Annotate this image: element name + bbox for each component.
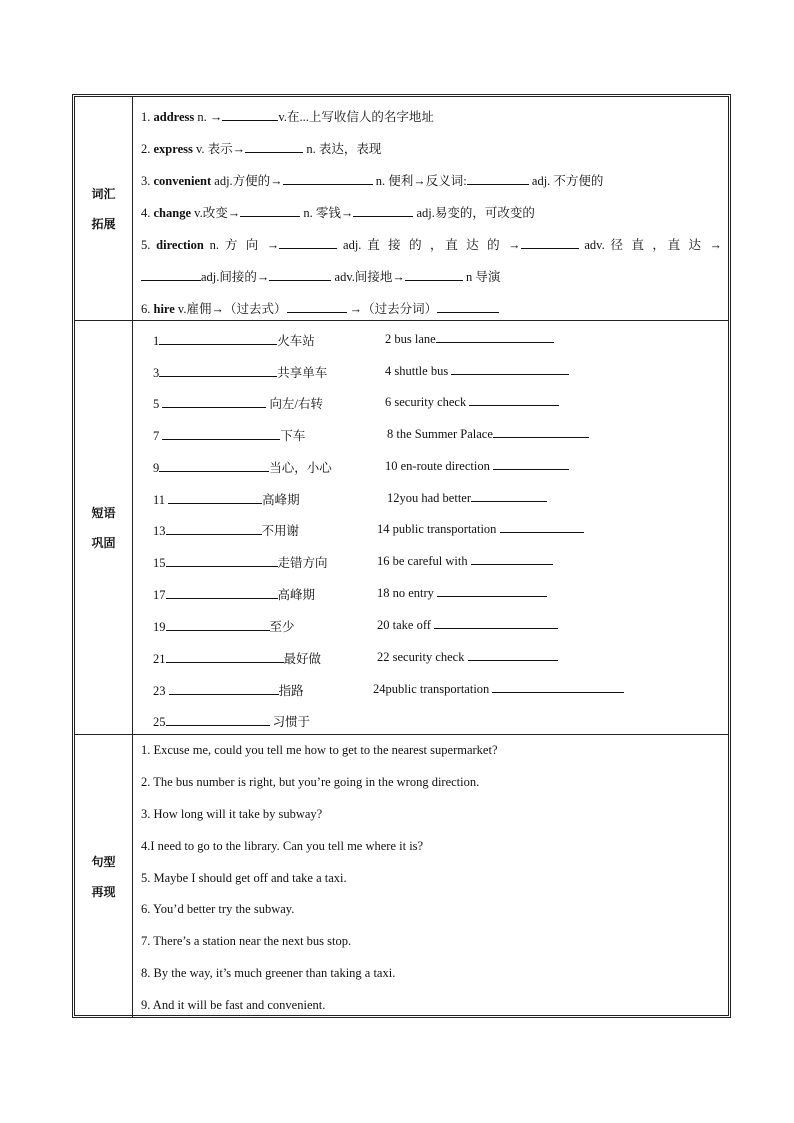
phrase-right: [385, 363, 569, 379]
phrase-right: [373, 681, 624, 697]
item-text: v.在...上写收信人的名字地址: [278, 110, 434, 124]
item-text: →（过去分词）: [346, 302, 438, 316]
answer-blank[interactable]: [492, 681, 624, 693]
phrases-label-line1: 短语: [91, 505, 116, 520]
answer-blank[interactable]: [222, 109, 278, 121]
item-text: n. 表达，表现: [303, 142, 382, 156]
phrase-left: [153, 681, 304, 699]
phrase-number: 19: [153, 620, 166, 634]
phrase-text: 24public transportation: [373, 682, 493, 696]
phrase-right: [385, 331, 554, 347]
vocab-item: [141, 139, 722, 157]
sentences-label-line2: 再现: [91, 884, 116, 899]
phrase-number: 1: [153, 334, 160, 348]
item-number: 2.: [141, 142, 151, 156]
item-text: adj. 直 接 的 ，直 达 的 →: [337, 238, 521, 252]
vocab-item: [141, 203, 722, 221]
phrase-left: [153, 585, 315, 603]
phrases-label-line2: 巩固: [91, 535, 116, 550]
phrase-number: 9: [153, 461, 160, 475]
phrase-text: 16 be careful with: [377, 554, 471, 568]
answer-blank[interactable]: [436, 331, 554, 343]
item-text: n 导演: [462, 270, 501, 284]
phrase-left: [153, 553, 328, 571]
sentence: 1. Excuse me, could you tell me how to get to the nearest supermarket?: [141, 743, 498, 757]
phrase-left: [153, 426, 305, 444]
item-text: adv. 径 直 ，直 达 →: [578, 238, 723, 252]
answer-blank[interactable]: [159, 460, 269, 472]
item-word: direction: [156, 238, 204, 252]
answer-blank[interactable]: [467, 173, 529, 185]
answer-blank[interactable]: [468, 649, 558, 661]
vocab-item: [141, 235, 722, 253]
sentence: 9. And it will be fast and convenient.: [141, 998, 326, 1012]
phrase-right: [387, 490, 547, 506]
phrase-left: [153, 331, 315, 349]
sentence: 6. You’d better try the subway.: [141, 902, 295, 916]
answer-blank[interactable]: [162, 428, 280, 440]
answer-blank[interactable]: [245, 141, 303, 153]
phrase-text: 8 the Summer Palace: [387, 427, 493, 441]
phrase-text: 火车站: [277, 334, 315, 348]
answer-blank[interactable]: [287, 301, 347, 313]
phrase-right: [377, 649, 558, 665]
phrase-left: [153, 712, 310, 730]
vocab-label: [75, 97, 133, 320]
item-word: hire: [153, 302, 175, 316]
phrase-text: 指路: [278, 684, 304, 698]
phrase-left: [153, 394, 323, 412]
phrase-number: 7: [153, 429, 160, 443]
sentences-content: [133, 735, 728, 1018]
answer-blank[interactable]: [166, 619, 270, 631]
answer-blank[interactable]: [159, 365, 277, 377]
answer-blank[interactable]: [471, 553, 553, 565]
answer-blank[interactable]: [159, 333, 277, 345]
phrase-text: 不用谢: [261, 524, 300, 538]
answer-blank[interactable]: [405, 269, 463, 281]
vocab-content: [133, 97, 728, 320]
answer-blank[interactable]: [283, 173, 373, 185]
item-text: n. 便利→反义词:: [372, 174, 467, 188]
answer-blank[interactable]: [493, 458, 569, 470]
phrase-text: 高峰期: [262, 493, 300, 507]
vocab-section: [75, 97, 728, 321]
phrase-right: [377, 585, 547, 601]
item-text: adv.间接地→: [331, 270, 405, 284]
item-word: address: [153, 110, 195, 124]
phrase-text: 至少: [269, 620, 295, 634]
sentence: 8. By the way, it’s much greener than taking a taxi.: [141, 966, 396, 980]
answer-blank[interactable]: [162, 396, 266, 408]
answer-blank[interactable]: [166, 651, 284, 663]
answer-blank[interactable]: [437, 301, 499, 313]
phrases-section: [75, 321, 728, 735]
item-text: adj.易变的，可改变的: [413, 206, 535, 220]
phrase-right: [387, 426, 589, 442]
item-text: n. →: [197, 110, 223, 124]
phrase-text: 20 take off: [377, 618, 435, 632]
item-text: n. 零钱→: [300, 206, 354, 220]
item-number: 6.: [141, 302, 151, 316]
phrase-text: 18 no entry: [377, 586, 438, 600]
item-text: v. 表示→: [195, 142, 246, 156]
item-number: 3.: [141, 174, 151, 188]
answer-blank[interactable]: [471, 490, 547, 502]
item-text: n. 方 向 →: [209, 238, 280, 252]
answer-blank[interactable]: [500, 521, 584, 533]
worksheet-table: [72, 94, 731, 1018]
answer-blank[interactable]: [166, 555, 278, 567]
item-text: adj.间接的→: [201, 270, 270, 284]
phrase-text: 10 en-route direction: [385, 459, 493, 473]
answer-blank[interactable]: [168, 492, 262, 504]
phrase-right: [385, 458, 569, 474]
vocab-label-line2: 拓展: [91, 216, 116, 231]
phrase-text: 高峰期: [277, 588, 316, 602]
answer-blank[interactable]: [269, 269, 331, 281]
vocab-label-line1: 词汇: [91, 186, 116, 201]
item-text: v.改变→: [194, 206, 241, 220]
answer-blank[interactable]: [521, 237, 579, 249]
phrase-number: 23: [153, 684, 166, 698]
answer-blank[interactable]: [279, 237, 337, 249]
phrases-content: [133, 321, 728, 734]
item-word: change: [153, 206, 191, 220]
item-number: 1.: [141, 110, 151, 124]
sentences-label: [75, 735, 133, 1018]
sentence: 7. There’s a station near the next bus stop.: [141, 934, 352, 948]
answer-blank[interactable]: [353, 205, 413, 217]
answer-blank[interactable]: [469, 394, 559, 406]
answer-blank[interactable]: [169, 683, 279, 695]
answer-blank[interactable]: [451, 363, 569, 375]
phrase-right: [385, 394, 559, 410]
answer-blank[interactable]: [166, 523, 262, 535]
phrase-text: 4 shuttle bus: [385, 364, 452, 378]
phrase-number: 5: [153, 397, 160, 411]
phrase-right: [377, 521, 584, 537]
phrase-left: [153, 458, 332, 476]
phrase-text: 当心，小心: [269, 461, 332, 475]
phrases-label: [75, 321, 133, 734]
sentences-section: [75, 735, 728, 1018]
item-text: adj. 不方便的: [528, 174, 604, 188]
phrase-number: 15: [153, 556, 166, 570]
item-text: adj.方便的→: [214, 174, 283, 188]
phrase-number: 3: [153, 366, 160, 380]
answer-blank[interactable]: [141, 269, 201, 281]
vocab-item: [141, 299, 722, 317]
vocab-item: [141, 171, 722, 189]
sentence: 3. How long will it take by subway?: [141, 807, 323, 821]
phrase-left: [153, 617, 295, 635]
phrase-text: 最好做: [283, 652, 322, 666]
phrase-text: 下车: [280, 429, 306, 443]
item-number: 5.: [141, 238, 151, 252]
answer-blank[interactable]: [437, 585, 547, 597]
phrase-left: [153, 649, 321, 667]
phrase-number: 25: [153, 715, 166, 729]
vocab-item: [141, 267, 722, 285]
answer-blank[interactable]: [166, 587, 278, 599]
phrase-right: [377, 617, 558, 633]
answer-blank[interactable]: [434, 617, 558, 629]
phrase-text: 6 security check: [385, 395, 470, 409]
vocab-item: [141, 107, 722, 125]
phrase-left: [153, 521, 299, 539]
phrase-number: 17: [153, 588, 166, 602]
item-text: v.雇佣→（过去式）: [177, 302, 287, 316]
sentence: 5. Maybe I should get off and take a taxi.: [141, 871, 347, 885]
phrase-left: [153, 363, 327, 381]
item-number: 4.: [141, 206, 151, 220]
phrase-left: [153, 490, 300, 508]
phrase-text: 走错方向: [277, 556, 328, 570]
phrase-number: 13: [153, 524, 166, 538]
phrase-text: 22 security check: [377, 650, 468, 664]
phrase-text: 12you had better: [387, 491, 472, 505]
phrase-right: [377, 553, 553, 569]
item-word: express: [153, 142, 193, 156]
answer-blank[interactable]: [166, 714, 270, 726]
sentence: 4.I need to go to the library. Can you tell me where it is?: [141, 839, 424, 853]
answer-blank[interactable]: [240, 205, 300, 217]
sentences-label-line1: 句型: [91, 854, 116, 869]
phrase-text: 2 bus lane: [385, 332, 436, 346]
item-word: convenient: [153, 174, 212, 188]
phrase-text: 14 public transportation: [377, 522, 500, 536]
phrase-number: 21: [153, 652, 166, 666]
phrase-number: 11: [153, 493, 166, 507]
answer-blank[interactable]: [493, 426, 589, 438]
phrase-text: 共享单车: [277, 366, 328, 380]
sentence: 2. The bus number is right, but you’re going in the wrong direction.: [141, 775, 480, 789]
phrase-text: 向左/右转: [266, 397, 323, 411]
phrase-text: 习惯于: [269, 715, 311, 729]
